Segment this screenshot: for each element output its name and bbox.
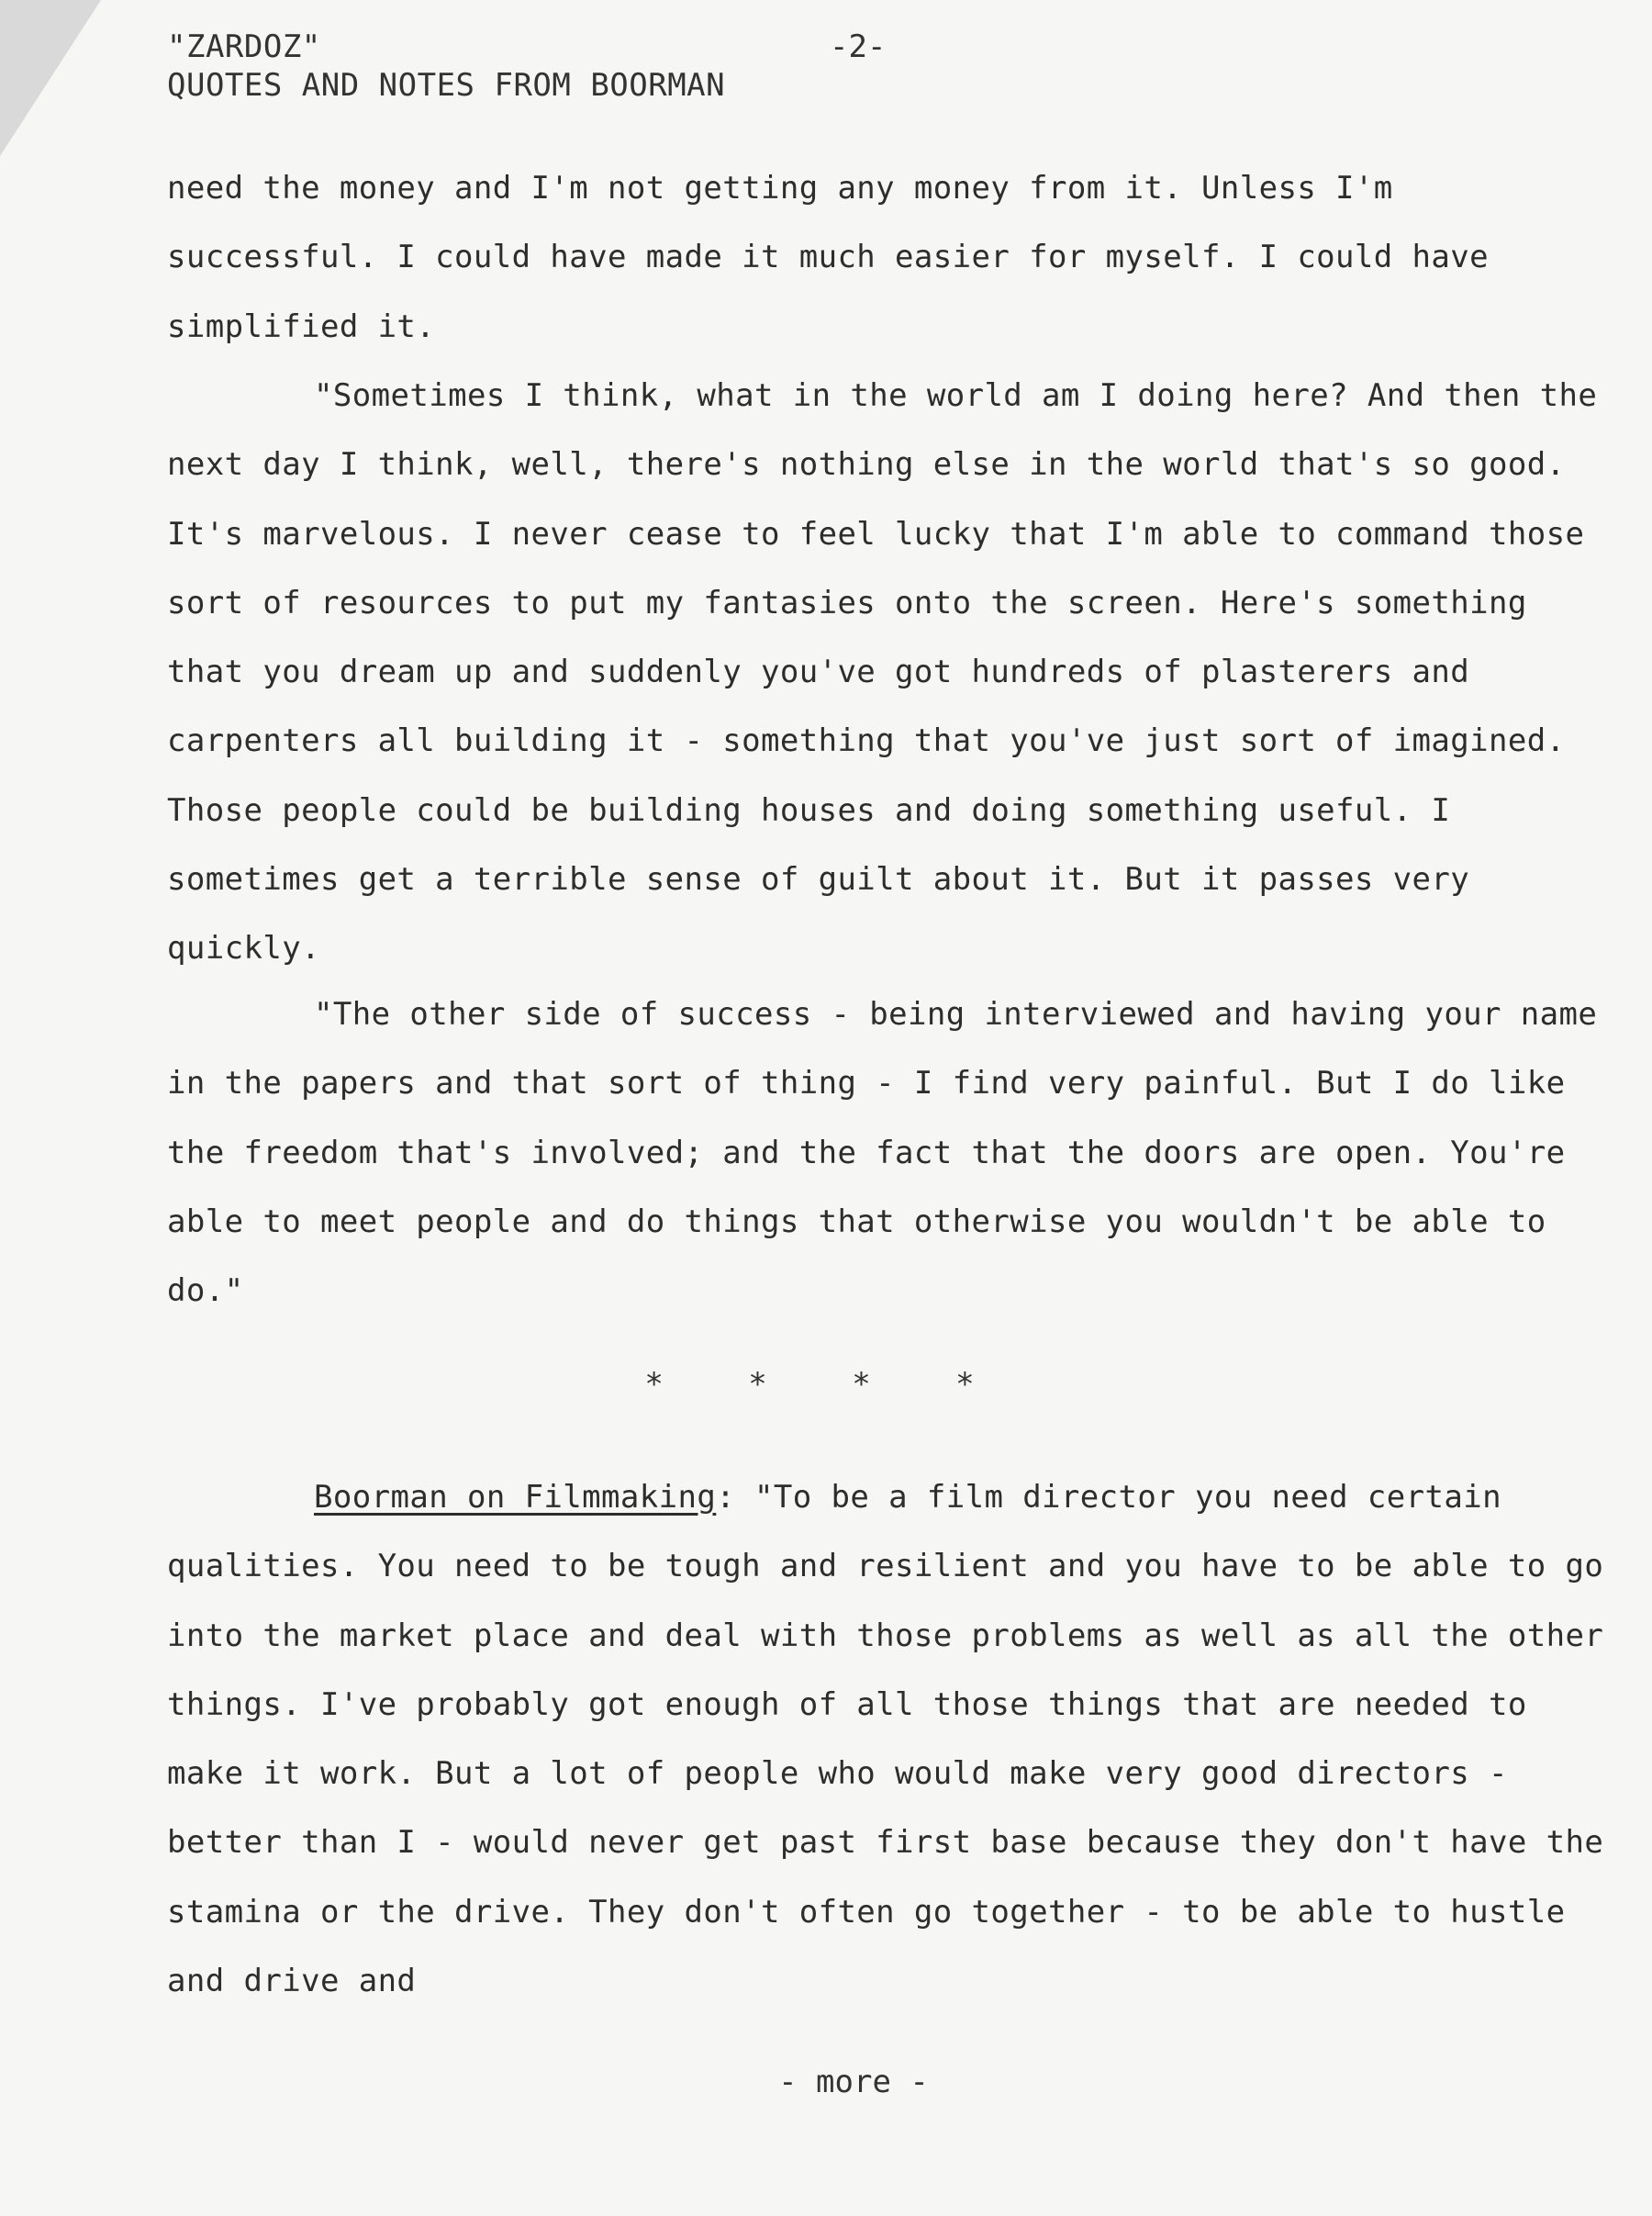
paragraph-text: "Sometimes I think, what in the world am I doing here? And then the next day I think, well, there's nothing else in the world that's so good. It's marvelous. I never cease to feel lucky that I'm able to command those sort of resources to put my fantasies onto the screen. Here's something that you dream up and suddenly you've got hundreds of plasterers and carpenters all building it - something that you've just sort of imagined. Those people could be building houses and doing something useful. I sometimes get a terrible sense of guilt about it. But it passes very quickly. <box>167 377 1598 968</box>
section-paragraph <box>167 1463 1608 2016</box>
paragraph-success <box>167 980 1608 1326</box>
paragraph-continuation <box>167 154 1608 362</box>
section-heading: Boorman on Filmmaking <box>314 1479 717 1516</box>
section-filmmaking <box>167 1463 1608 2016</box>
header-subtitle: QUOTES AND NOTES FROM BOORMAN <box>167 67 726 104</box>
header-title: "ZARDOZ" <box>167 28 321 65</box>
page-number: -2- <box>830 28 887 65</box>
section-separator: * * * * <box>644 1366 1008 1403</box>
section-heading-colon: : <box>716 1479 736 1516</box>
paragraph-text: need the money and I'm not getting any money from it. Unless I'm successful. I could have made it much easier for myself. I could have simplified it. <box>167 170 1490 345</box>
paragraph-sometimes <box>167 362 1608 984</box>
document-header <box>167 28 725 105</box>
page-corner-fold <box>0 0 101 156</box>
continued-marker: - more - <box>778 2064 929 2100</box>
paragraph-text: "The other side of success - being interviewed and having your name in the papers and that sort of thing - I find very painful. But I do like the freedom that's involved; and the fact that the doors are open. You're able to meet people and do things that otherwise you wouldn't be able to do." <box>167 996 1598 1310</box>
section-text: "To be a film director you need certain qualities. You need to be tough and resilient and you have to be able to go into the market place and deal with those problems as well as all the other things. I've probably got enough of all those things that are needed to make it work. But a lot of people who would make very good directors - better than I - would never get past first base because they don't have the stamina or the drive. They don't often go together - to be able to hustle and drive and <box>167 1479 1604 2000</box>
